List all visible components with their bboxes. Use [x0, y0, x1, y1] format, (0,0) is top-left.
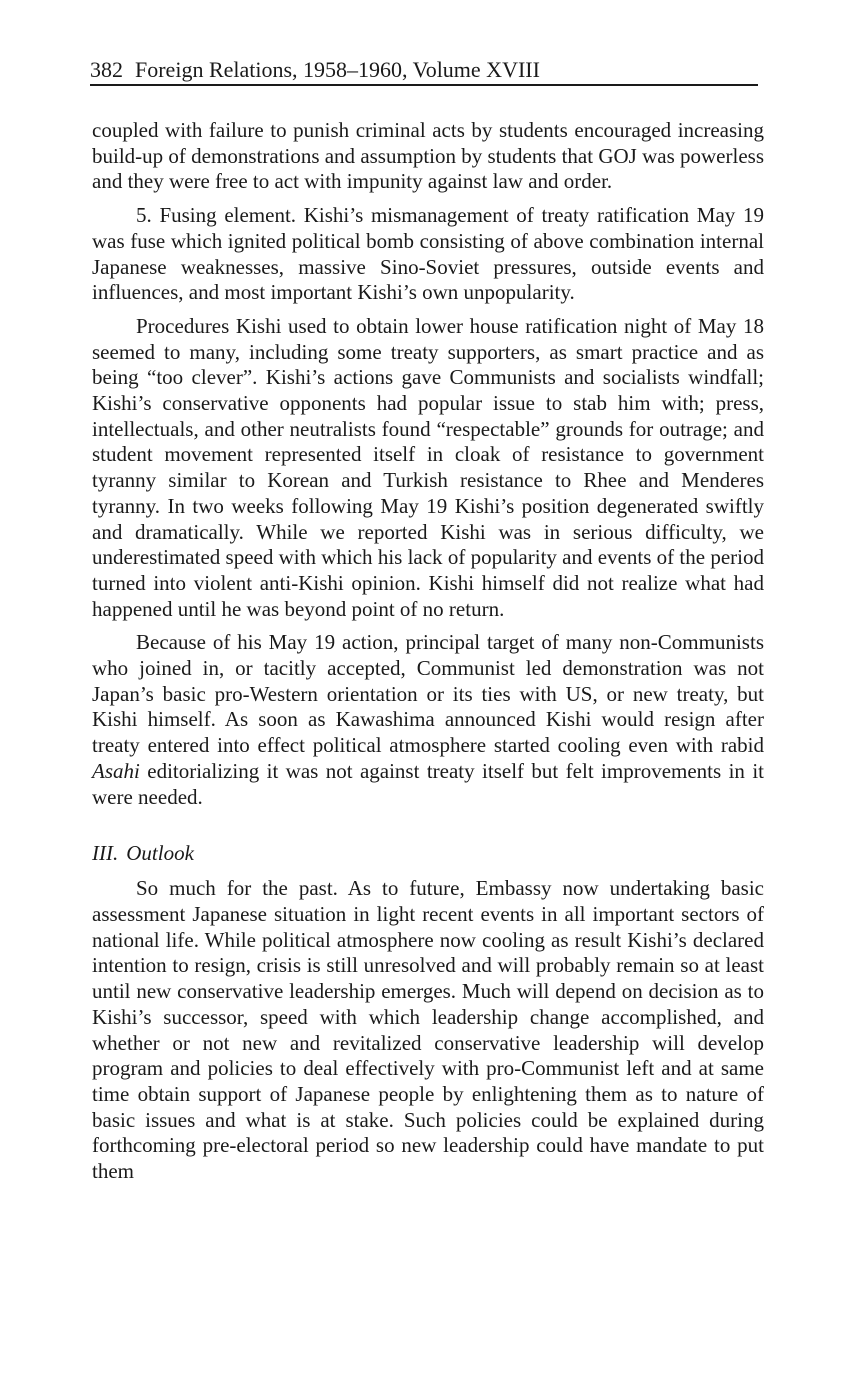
- paragraph-text-after: editorializing it was not against treaty itself but felt improvements in it were needed.: [92, 758, 764, 809]
- paragraph-outlook: So much for the past. As to future, Embassy now undertaking basic assessment Japanese situation in light recent events in all important sectors of national life. While political atmosphere now cooling as result Kishi’s declared intention to resign, crisis is still unresolved and will probably remain so at least until new conservative leadership emerges. Much will depend on decision as to Kishi’s successor, speed with which leadership change accomplished, and whether or not new and revitalized conservative leadership will develop program and policies to deal effectively with pro-Communist left and at same time obtain support of Japanese people by enlightening them as to nature of basic issues and what is at stake. Such policies could be explained during forthcoming pre-electoral period so new leadership could have mandate to put them: [92, 876, 764, 1184]
- running-head: [90, 56, 758, 86]
- body-text: [92, 118, 764, 1193]
- section-heading: [92, 840, 764, 866]
- volume-title: Foreign Relations, 1958–1960, Volume XVIII: [135, 57, 540, 82]
- paragraph-continued: coupled with failure to punish criminal acts by students encouraged increasing build-up of demonstrations and assumption by students that GOJ was powerless and they were free to act with impunity against law and order.: [92, 118, 764, 194]
- asahi-italic: Asahi: [92, 758, 140, 783]
- section-title: Outlook: [126, 841, 194, 866]
- paragraph-may-19-action: [92, 630, 764, 810]
- paragraph-fusing-element: 5. Fusing element. Kishi’s mismanagement of treaty ratification May 19 was fuse which ignited political bomb consisting of above combination internal Japanese weaknesses, massive Sino-Soviet pressures, outside events and influences, and most important Kishi’s own unpopularity.: [92, 203, 764, 305]
- paragraph-text-before: Because of his May 19 action, principal target of many non-Communists who joined in, or tacitly accepted, Communist led demonstration was not Japan’s basic pro-Western orientation or its ties with US, or new treaty, but Kishi himself. As soon as Kawashima announced Kishi would resign after treaty entered into effect political atmosphere started cooling even with rabid: [92, 630, 764, 758]
- paragraph-procedures: Procedures Kishi used to obtain lower house ratification night of May 18 seemed to many, including some treaty supporters, as smart practice and as being “too clever”. Kishi’s actions gave Communists and socialists windfall; Kishi’s conservative opponents had popular issue to stab him with; press, intellectuals, and other neutralists found “respectable” grounds for outrage; and student movement represented itself in cloak of resistance to government tyranny similar to Korean and Turkish resistance to Rhee and Menderes tyranny. In two weeks following May 19 Kishi’s position degenerated swiftly and dramatically. While we reported Kishi was in serious difficulty, we underestimated speed with which his lack of popularity and events of the period turned into violent anti-Kishi opinion. Kishi himself did not realize what had happened until he was beyond point of no return.: [92, 313, 764, 621]
- section-numeral: III.: [92, 841, 119, 866]
- page-number: 382: [90, 57, 123, 82]
